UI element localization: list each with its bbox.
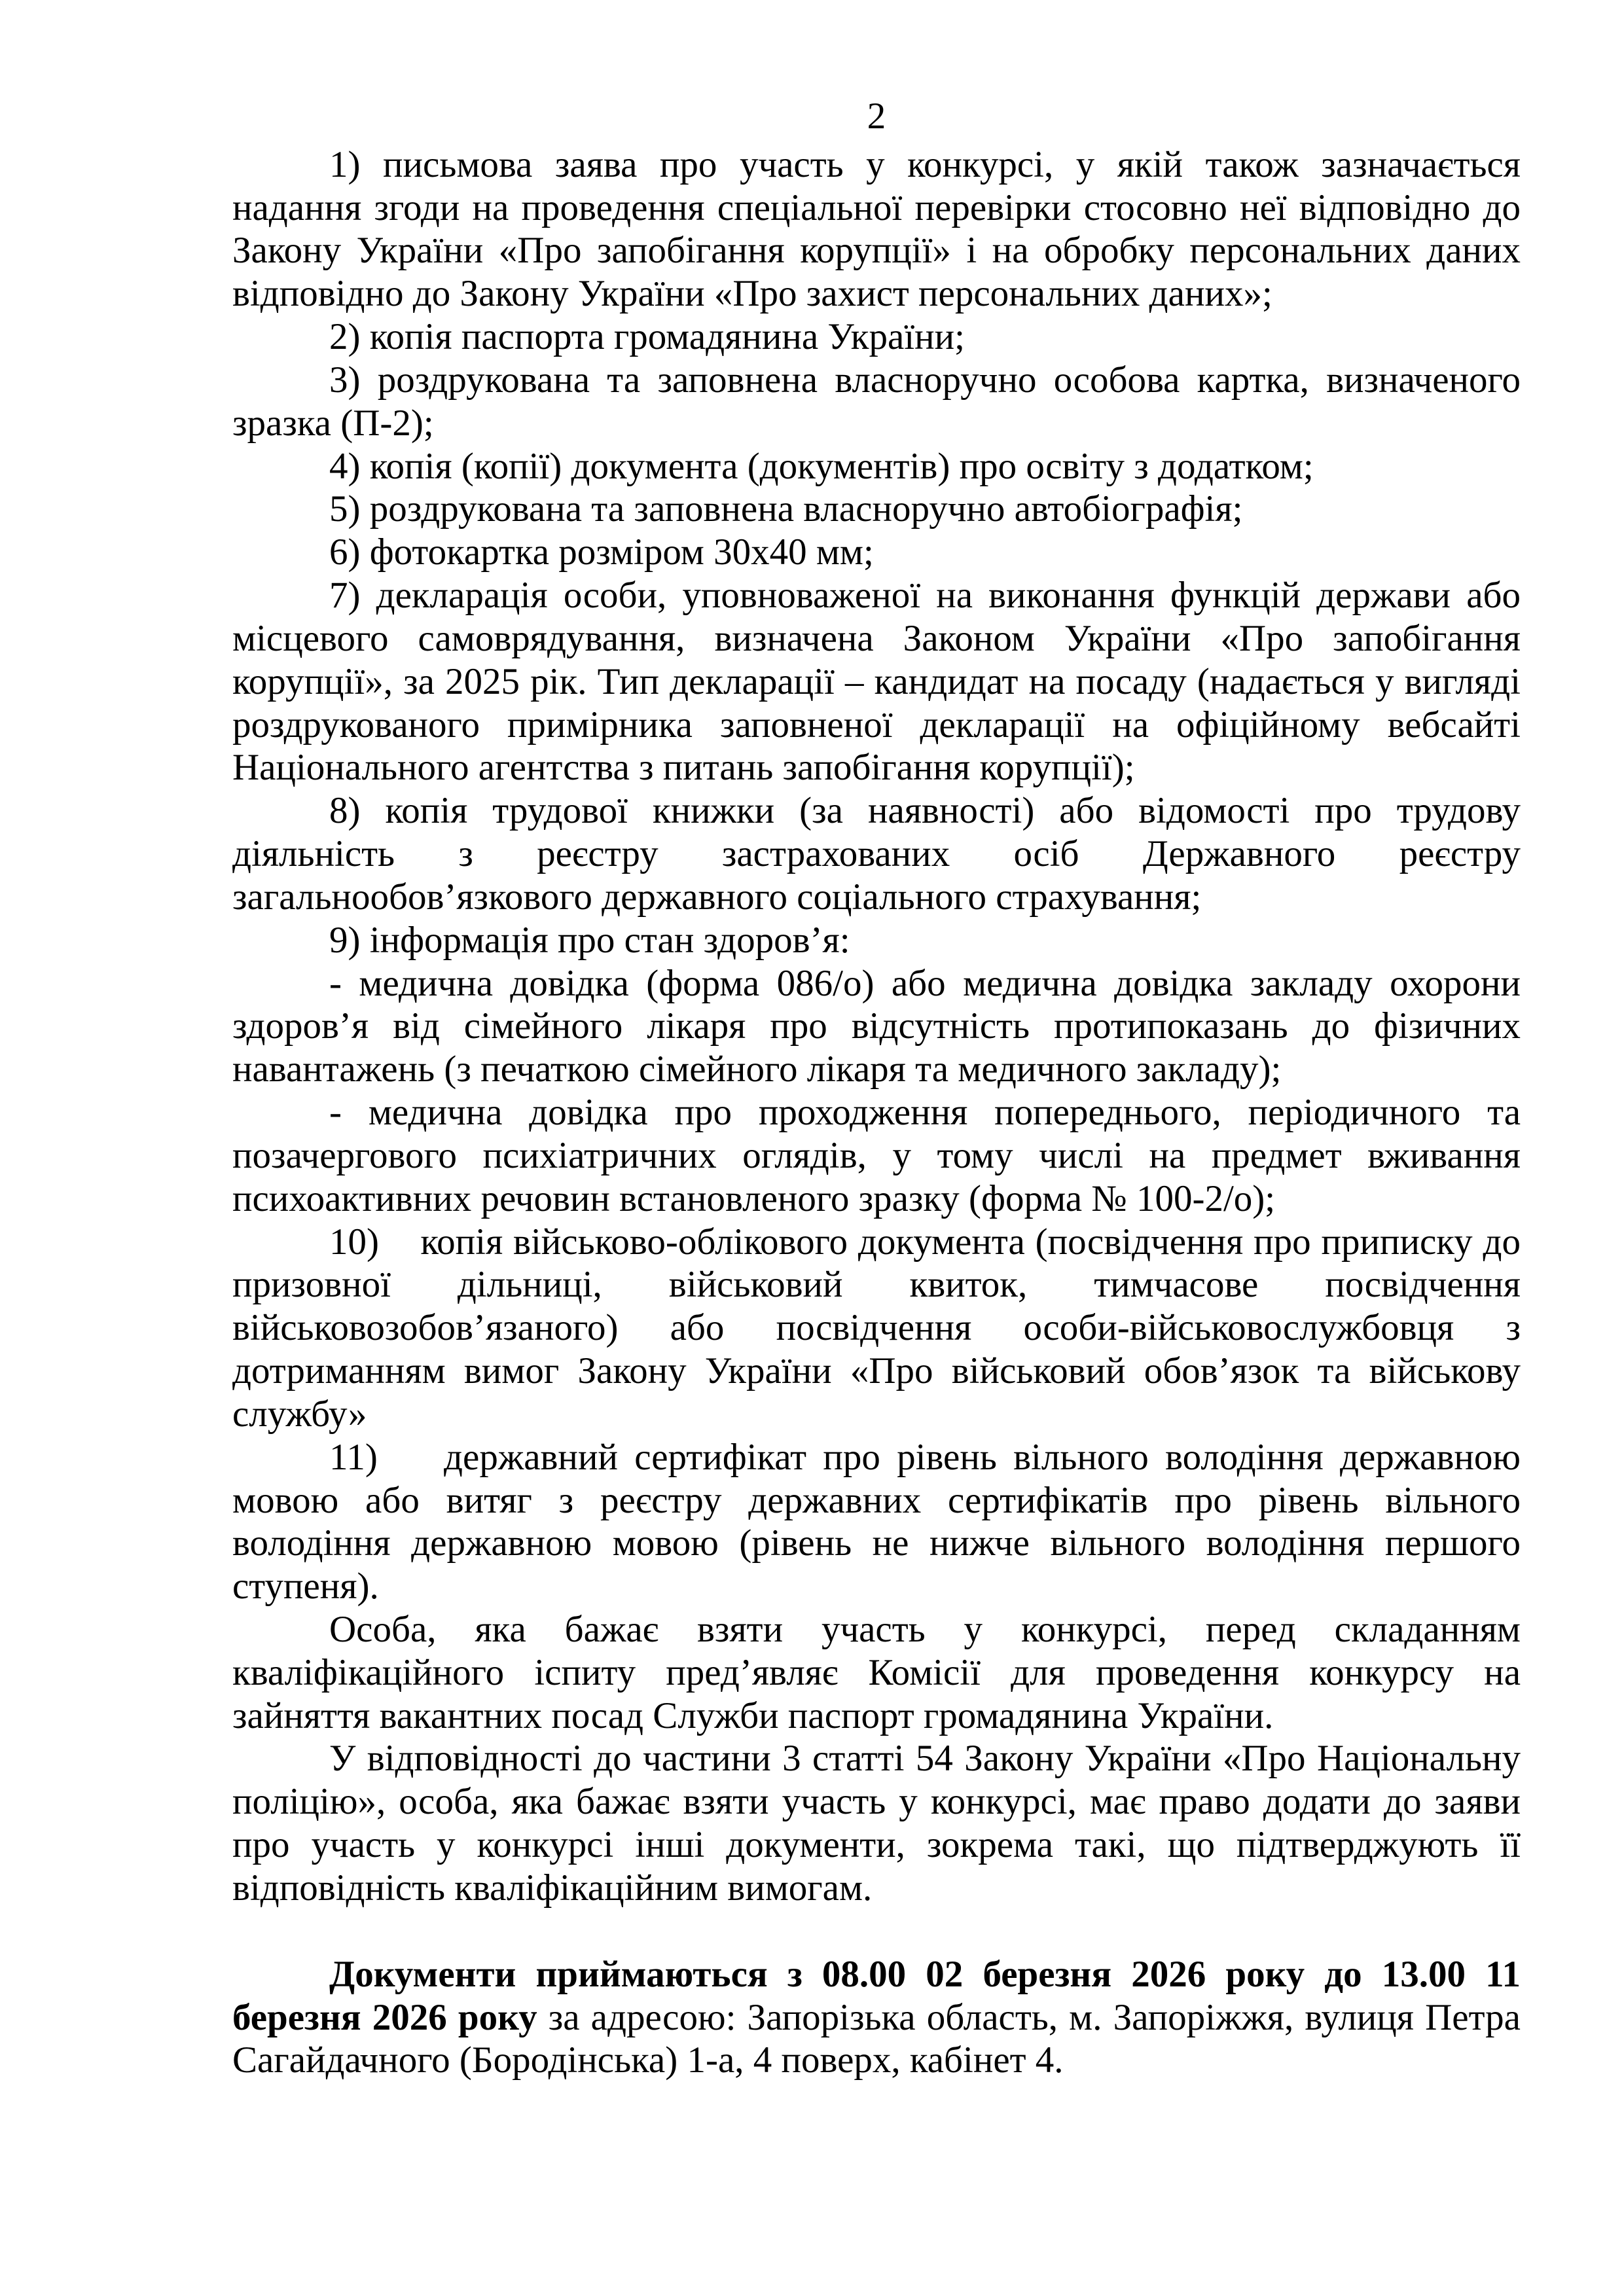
- page-number: 2: [867, 96, 886, 137]
- paragraph-9a-medical-certificate: - медична довідка (форма 086/о) або медична довідка закладу охорони здоров’я від сімейного лікаря про відсутність протипоказань до фізичних навантажень (з печаткою сімейного лікаря та медичного закладу);: [232, 962, 1521, 1090]
- paragraph-12-exam-passport: Особа, яка бажає взяти участь у конкурсі, перед складанням кваліфікаційного іспиту пред’являє Комісії для проведення конкурсу на зайняття вакантних посад Служби паспорт громадянина України.: [232, 1608, 1521, 1736]
- paragraph-5-autobiography: 5) роздрукована та заповнена власноручно автобіографія;: [329, 488, 1243, 530]
- paragraph-1-written-application: 1) письмова заява про участь у конкурсі, у якій також зазначається надання згоди на проведення спеціальної перевірки стосовно неї відповідно до Закону України «Про запобігання корупції» і на обробку персональних даних відповідно до Закону України «Про захист персональних даних»;: [232, 143, 1521, 315]
- paragraph-13-additional-documents: У відповідності до частини 3 статті 54 Закону України «Про Національну поліцію», особа, яка бажає взяти участь у конкурсі, має право додати до заяви про участь у конкурсі інші документи, зокрема такі, що підтверджують її відповідність кваліфікаційним вимогам.: [232, 1738, 1521, 1909]
- paragraph-9-health-info: 9) інформація про стан здоров’я:: [329, 919, 850, 961]
- deadline-bold-text: Документи приймаються з 08.00 02 березня 2026 року до 13.00 11 березня 2026 року: [232, 1953, 1521, 2038]
- paragraph-7-declaration: 7) декларація особи, уповноваженої на виконання функцій держави або місцевого самоврядування, визначена Законом України «Про запобігання корупції», за 2025 рік. Тип декларації – кандидат на посаду (надається у вигляді роздрукованого примірника заповненої декларації на офіційному вебсайті Національного агентства з питань запобігання корупції);: [232, 575, 1521, 789]
- paragraph-10-military-document: 10) копія військово-облікового документа (посвідчення про приписку до призовної дільниці, військовий квиток, тимчасове посвідчення військовозобов’язаного) або посвідчення особи-військовослужбовця з дотриманням вимог Закону України «Про військовий обов’язок та військову службу»: [232, 1221, 1521, 1435]
- paragraph-14-documents-deadline: [232, 1953, 1521, 2082]
- paragraph-6-photo: 6) фотокартка розміром 30х40 мм;: [329, 531, 874, 573]
- paragraph-9b-psychiatric-certificate: - медична довідка про проходження попереднього, періодичного та позачергового психіатричних оглядів, у тому числі на предмет вживання психоактивних речовин встановленого зразку (форма № 100-2/о);: [232, 1092, 1521, 1219]
- paragraph-3-personal-card: 3) роздрукована та заповнена власноручно особова картка, визначеного зразка (П-2);: [232, 359, 1521, 444]
- deadline-address-text: за адресою: Запорізька область, м. Запоріжжя, вулиця Петра Сагайдачного (Бородінська) 1-а, 4 поверх, кабінет 4.: [232, 1996, 1521, 2081]
- paragraph-8-work-record: 8) копія трудової книжки (за наявності) або відомості про трудову діяльність з реєстру застрахованих осіб Державного реєстру загальнообов’язкового державного соціального страхування;: [232, 790, 1521, 918]
- paragraph-4-education-documents: 4) копія (копії) документа (документів) про освіту з додатком;: [329, 445, 1314, 487]
- paragraph-2-passport-copy: 2) копія паспорта громадянина України;: [329, 316, 965, 358]
- paragraph-11-language-certificate: 11) державний сертифікат про рівень вільного володіння державною мовою або витяг з реєстру державних сертифікатів про рівень вільного володіння державною мовою (рівень не нижче вільного володіння першого ступеня).: [232, 1436, 1521, 1607]
